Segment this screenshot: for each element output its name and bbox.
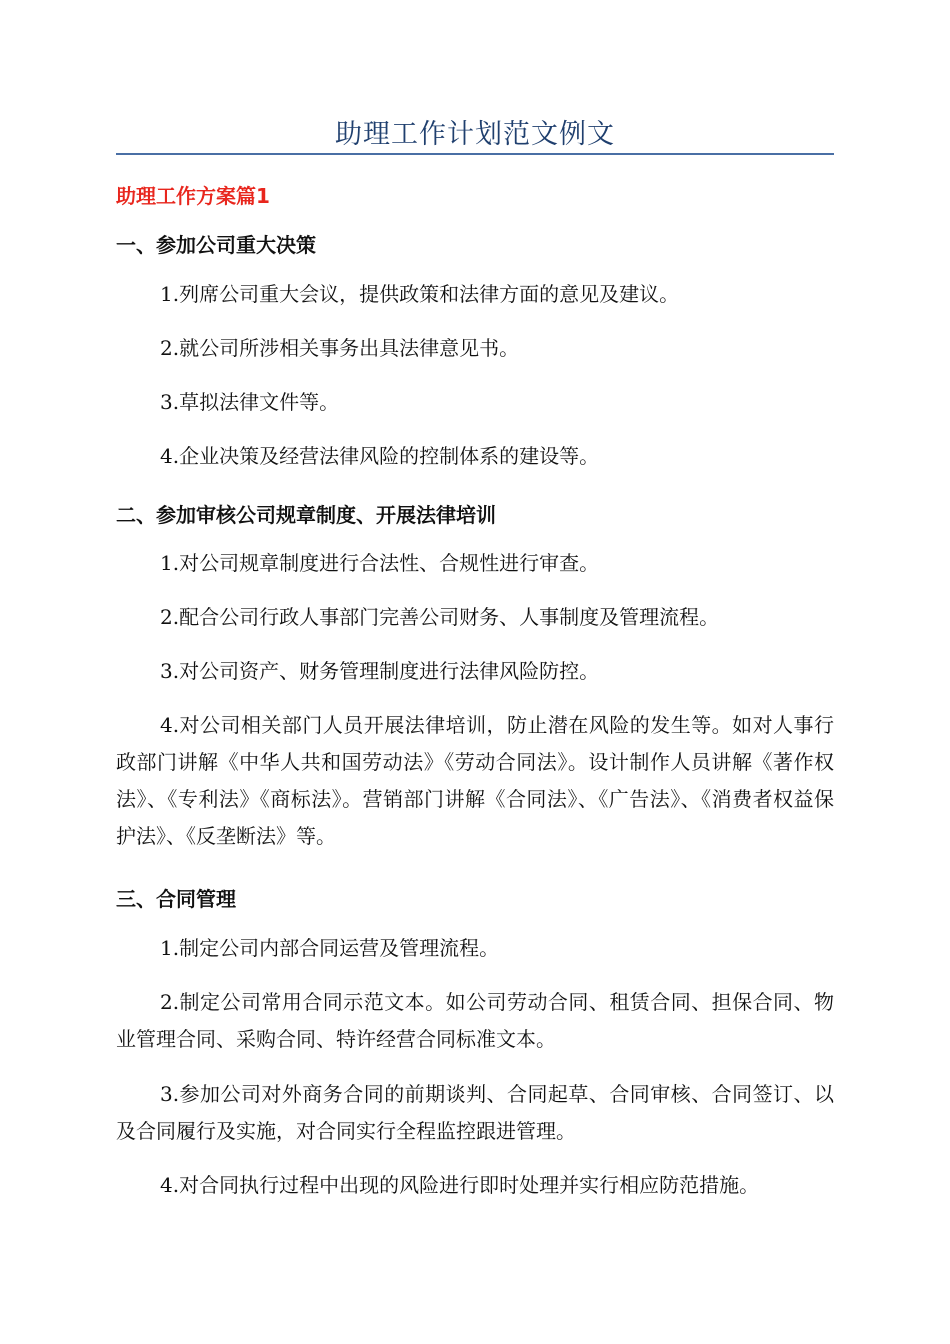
- section-3-item-1: 1.制定公司内部合同运营及管理流程。: [160, 936, 500, 960]
- section-2-item-1: 1.对公司规章制度进行合法性、合规性进行审查。: [160, 551, 600, 575]
- section-3-item-3: 3.参加公司对外商务合同的前期谈判、合同起草、合同审核、合同签订、以及合同履行及实施，对合同实行全程监控跟进管理。: [116, 1082, 834, 1143]
- section-heading-2: 二、参加审核公司规章制度、开展法律培训: [116, 503, 496, 527]
- section-1-item-4: 4.企业决策及经营法律风险的控制体系的建设等。: [160, 444, 600, 468]
- section-2-item-2: 2.配合公司行政人事部门完善公司财务、人事制度及管理流程。: [160, 605, 720, 629]
- section-1-item-1: 1.列席公司重大会议，提供政策和法律方面的意见及建议。: [160, 282, 680, 306]
- section-heading-1: 一、参加公司重大决策: [116, 233, 316, 257]
- section-1-item-2: 2.就公司所涉相关事务出具法律意见书。: [160, 336, 520, 360]
- section-3-item-4: 4.对合同执行过程中出现的风险进行即时处理并实行相应防范措施。: [160, 1173, 760, 1197]
- section-1-item-3: 3.草拟法律文件等。: [160, 390, 340, 414]
- section-3-item-2: 2.制定公司常用合同示范文本。如公司劳动合同、租赁合同、担保合同、物业管理合同、采购合同、特许经营合同标准文本。: [116, 990, 834, 1051]
- document-title: 助理工作计划范文例文: [335, 119, 615, 150]
- title-underline: [116, 153, 834, 155]
- section-2-item-3: 3.对公司资产、财务管理制度进行法律风险防控。: [160, 659, 600, 683]
- section-heading-3: 三、合同管理: [116, 887, 236, 911]
- section-2-item-4: 4.对公司相关部门人员开展法律培训，防止潜在风险的发生等。如对人事行政部门讲解《中华人共和国劳动法》《劳动合同法》。设计制作人员讲解《著作权法》、《专利法》《商标法》。营销部门讲解《合同法》、《广告法》、《消费者权益保护法》、《反垄断法》等。: [116, 713, 834, 848]
- plan-heading: 助理工作方案篇1: [116, 184, 270, 208]
